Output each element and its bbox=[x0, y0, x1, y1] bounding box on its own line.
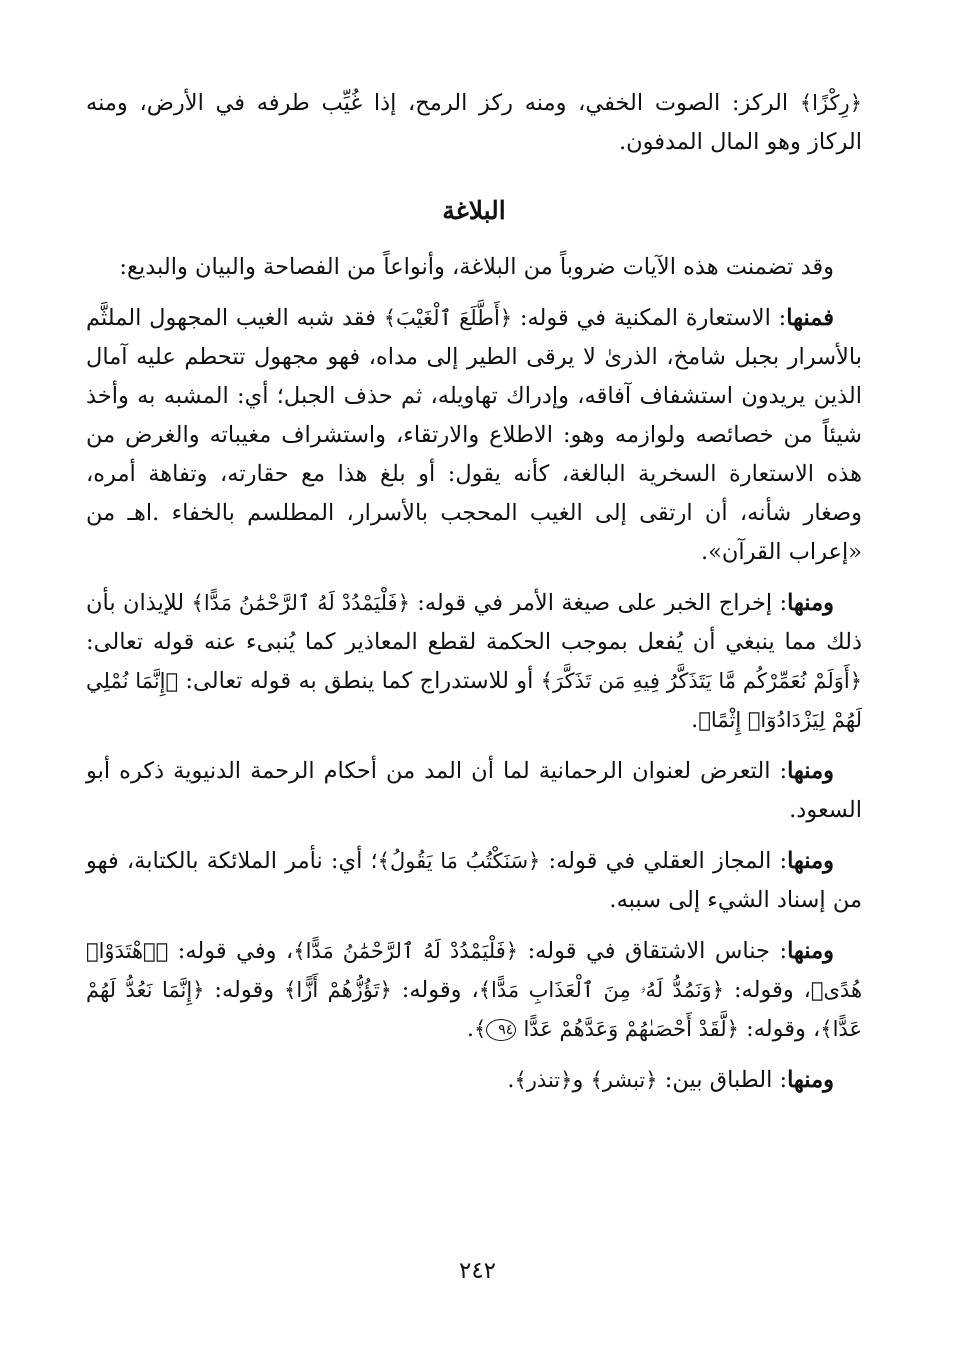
paragraph-text: ، وقوله: bbox=[738, 1016, 821, 1042]
section-heading: البلاغة bbox=[442, 196, 506, 225]
paragraph-majaz bbox=[86, 842, 862, 920]
paragraph-text: و bbox=[572, 1067, 591, 1093]
quran-quote: ﴿سَنَكْتُبُ مَا يَقُولُ﴾ bbox=[377, 849, 541, 873]
quran-term: ﴿رِكْزًا﴾ bbox=[799, 91, 862, 115]
paragraph-lead: فمنها bbox=[786, 305, 834, 331]
quran-quote: ﴿ٱهْتَدَوْا۟ هُدًى﴾ bbox=[86, 939, 863, 1002]
paragraph-text: . bbox=[691, 707, 699, 733]
paragraph-text: : التعرض لعنوان الرحمانية لما أن المد من أحكام الرحمة الدنيوية ذكره أبو السعود. bbox=[86, 758, 862, 823]
paragraph-tibaq bbox=[86, 1061, 862, 1100]
paragraph-rahmaniyya bbox=[86, 752, 862, 830]
quran-quote: ﴿وَنَمُدُّ لَهُۥ مِنَ ٱلْعَذَابِ مَدًّا﴾ bbox=[478, 978, 725, 1002]
definition-text: الركز: الصوت الخفي، ومنه ركز الرمح، إذا غُيِّب طرفه في الأرض، ومنه الركاز وهو المال المدفون. bbox=[86, 90, 862, 155]
paragraph-metaphor bbox=[86, 299, 862, 572]
paragraph-text: فقد شبه الغيب المجهول الملثَّم بالأسرار بجبل شامخ، الذرىٰ لا يرقى الطير إلى مداه، فهو مجهول تتحطم عليه آمال الذين يريدون استشفاف آفاقه، وإدراك تهاويله، ثم حذف الجبل؛ أي: المشبه به وأخذ شيئاً من خصائصه ولوازمه وهو: الاطلاع والارتقاء، واستشراف مغيباته والغرض من هذه الاستعارة السخرية البالغة، كأنه يقول: أو بلغ هذا مع حقارته، وتفاهة أمره، وصغار شأنه، أن ارتقى إلى الغيب المحجب بالأسرار، المطلسم بالخفاء .اهـ من «إعراب القرآن». bbox=[86, 305, 862, 565]
quran-quote: ﴿أَطَّلَعَ ٱلْغَيْبَ﴾ bbox=[383, 306, 513, 330]
paragraph-text: أو للاستدراج كما ينطق به قوله تعالى: bbox=[178, 668, 541, 694]
paragraph-text: . bbox=[507, 1067, 515, 1093]
quran-quote: ﴿إِنَّمَا نُمْلِي لَهُمْ لِيَزْدَادُوٓا۟ إِثْمًا﴾ bbox=[86, 669, 862, 732]
paragraph-lead: ومنها bbox=[787, 938, 834, 964]
quran-quote: ﴿تنذر﴾ bbox=[514, 1068, 573, 1092]
paragraph-lead: ومنها bbox=[787, 1067, 834, 1093]
quran-quote: ﴿تَؤُزُّهُمْ أَزًّا﴾ bbox=[284, 978, 392, 1002]
paragraph-text: : إخراج الخبر على صيغة الأمر في قوله: bbox=[409, 590, 788, 616]
paragraph-lead: ومنها bbox=[787, 848, 834, 874]
paragraph-lead: ومنها bbox=[787, 758, 834, 784]
quran-bracket: ﴾ bbox=[473, 1017, 487, 1041]
paragraph-text: ؛ أي: نأمر الملائكة بالكتابة، فهو من إسناد الشيء إلى سببه. bbox=[86, 848, 862, 913]
quran-quote: ﴿أَوَلَمْ نُعَمِّرْكُم مَّا يَتَذَكَّرُ فِيهِ مَن تَذَكَّرَ﴾ bbox=[540, 669, 863, 693]
quran-quote: ﴿فَلْيَمْدُدْ لَهُ ٱلرَّحْمَٰنُ مَدًّا﴾ bbox=[293, 939, 519, 963]
quran-quote: ﴿فَلْيَمْدُدْ لَهُ ٱلرَّحْمَٰنُ مَدًّا﴾ bbox=[191, 591, 410, 615]
paragraph-text: : جناس الاشتقاق في قوله: bbox=[518, 938, 788, 964]
paragraph-lead: ومنها bbox=[787, 590, 835, 616]
quran-quote: ﴿إِنَّمَا نَعُدُّ لَهُمْ عَدًّا﴾ bbox=[86, 978, 862, 1041]
paragraph-text: . bbox=[466, 1016, 474, 1042]
paragraph-jinas bbox=[86, 932, 862, 1049]
paragraph-imperative bbox=[86, 584, 862, 740]
page-number: ٢٤٢ bbox=[458, 1258, 497, 1284]
intro-paragraph: وقد تضمنت هذه الآيات ضروباً من البلاغة، وأنواعاً من الفصاحة والبيان والبديع: bbox=[119, 254, 834, 280]
paragraph-text: : المجاز العقلي في قوله: bbox=[540, 848, 788, 874]
paragraph-text: للإيذان بأن ذلك مما ينبغي أن يُفعل بموجب الحكمة لقطع المعاذير كما يُنبىء عنه قوله تعالى: bbox=[86, 590, 862, 655]
paragraph-text: وقوله: bbox=[204, 977, 285, 1003]
paragraph-text: : الاستعارة المكنية في قوله: bbox=[512, 305, 787, 331]
page-body bbox=[86, 84, 862, 1112]
ayah-number-marker: ٩٤ bbox=[486, 1019, 516, 1041]
quran-quote: ﴿تبشر﴾ bbox=[590, 1068, 658, 1092]
paragraph-text: ، وقوله: bbox=[391, 977, 479, 1003]
paragraph-text: ، وقوله: bbox=[724, 977, 811, 1003]
definition-paragraph bbox=[86, 84, 862, 162]
quran-quote: ﴿لَّقَدْ أَحْصَىٰهُمْ وَعَدَّهُمْ عَدًّا bbox=[523, 1017, 739, 1041]
paragraph-text: : الطباق بين: bbox=[657, 1067, 788, 1093]
paragraph-text: ، وفي قوله: bbox=[168, 938, 294, 964]
